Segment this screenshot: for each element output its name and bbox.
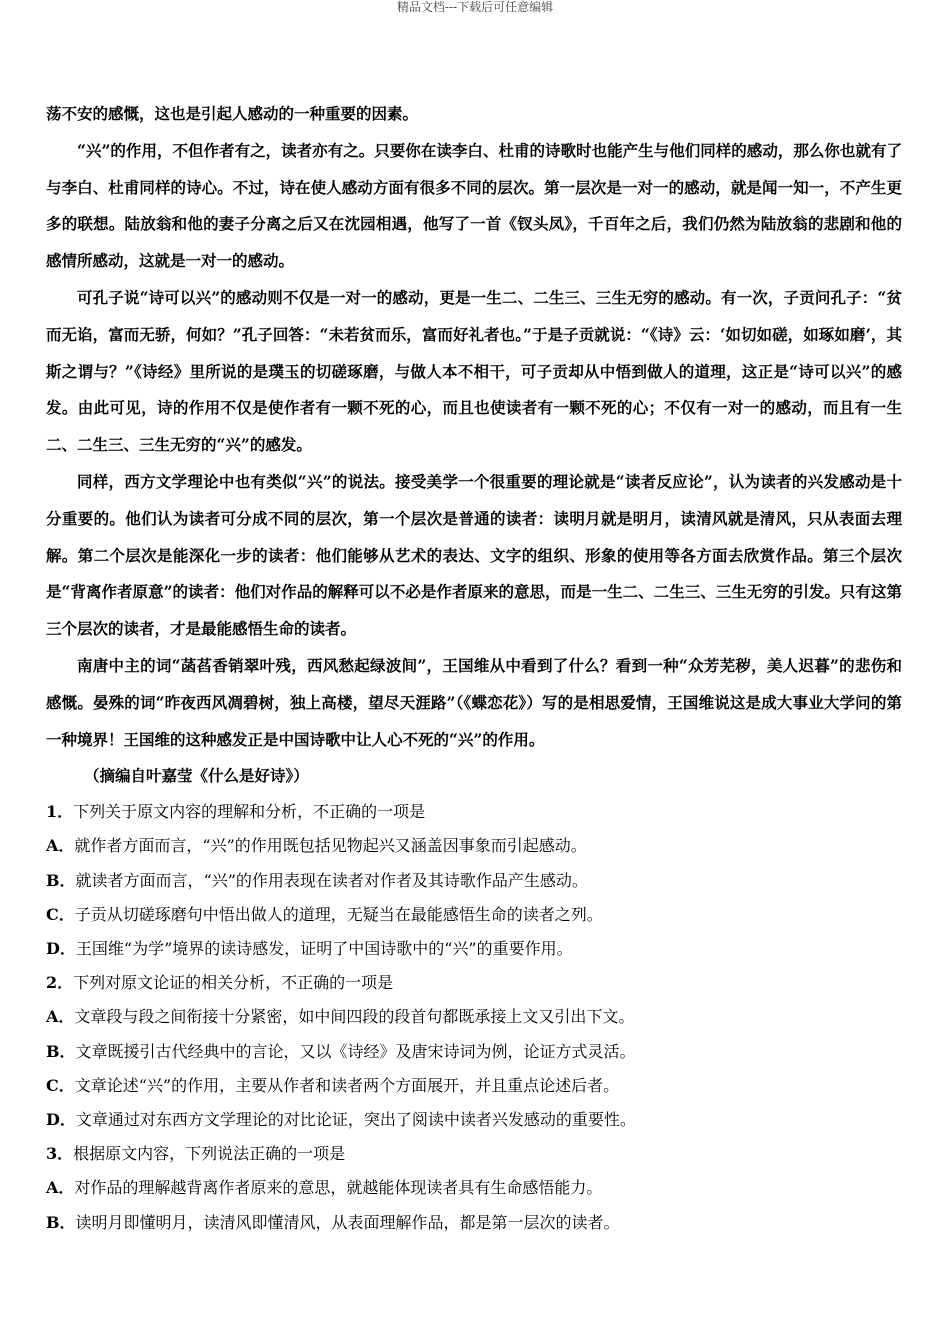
option-label: A． [46,1007,75,1027]
option-d [46,932,902,966]
option-label: C． [46,904,75,924]
option-a [46,1000,902,1034]
option-b [46,864,902,898]
option-text: 读明月即懂明月，读清风即懂清风，从表面理解作品，都是第一层次的读者。 [75,1212,620,1232]
page-header: 精品文档---下载后可任意编辑 [396,0,554,14]
question-stem [46,1137,902,1171]
question-3 [46,1137,902,1240]
option-text: 文章既援引古代经典中的言论，又以《诗经》及唐宋诗词为例，论证方式灵活。 [75,1041,636,1061]
option-text: 对作品的理解越背离作者原来的意思，就越能体现读者具有生命感悟能力。 [74,1178,603,1198]
question-stem [46,795,902,829]
option-label: B． [46,1212,76,1232]
option-text: 子贡从切磋琢磨句中悟出做人的道理，无疑当在最能感悟生命的读者之列。 [74,904,603,924]
question-number: 1． [46,802,74,822]
question-list [46,795,902,1240]
option-b [46,1206,902,1240]
option-text: 就读者方面而言，“兴”的作用表现在读者对作者及其诗歌作品产生感动。 [75,870,588,890]
question-number: 3． [46,1144,74,1164]
reading-passage [46,96,902,795]
question-stem [46,966,902,1000]
option-text: 文章通过对东西方文学理论的对比论证，突出了阅读中读者兴发感动的重要性。 [75,1109,636,1129]
option-label: D． [46,1109,76,1129]
question-text: 下列对原文论证的相关分析，不正确的一项是 [73,973,394,993]
option-text: 就作者方面而言，“兴”的作用既包括见物起兴又涵盖因事象而引起感动。 [74,836,587,856]
option-label: A． [46,1178,75,1198]
question-1 [46,795,902,966]
option-b [46,1035,902,1069]
passage-paragraph: 南唐中主的词“菡萏香销翠叶残，西风愁起绿波间”，王国维从中看到了什么？看到一种“众芳芜秽，美人迟暮”的悲伤和感慨。晏殊的词“昨夜西风凋碧树，独上高楼，望尽天涯路”（《蝶恋花》）写的是相思爱情，王国维说这是成大事业大学问的第一种境界！王国维的这种感发正是中国诗歌中让人心不死的“兴”的作用。 [46,655,902,749]
question-number: 2． [46,973,74,993]
passage-source: （摘编自叶嘉莹《什么是好诗》） [84,766,309,786]
option-a [46,829,902,863]
passage-paragraph: 同样，西方文学理论中也有类似“兴”的说法。接受美学一个很重要的理论就是“读者反应论”，认为读者的兴发感动是十分重要的。他们认为读者可分成不同的层次，第一个层次是普通的读者：读明月就是明月，读清风就是清风，只从表面去理解。第二个层次是能深化一步的读者：他们能够从艺术的表达、文字的组织、形象的使用等各方面去欣赏作品。第三个层次是“背离作者原意”的读者：他们对作品的解释可以不必是作者原来的意思，而是一生二、二生三、三生无穷的引发。只有这第三个层次的读者，才是最能感悟生命的读者。 [46,471,902,639]
option-text: 文章段与段之间衔接十分紧密，如中间四段的段首句都既承接上文又引出下文。 [74,1007,635,1027]
option-d [46,1103,902,1137]
option-label: A． [46,836,75,856]
question-text: 下列关于原文内容的理解和分析，不正确的一项是 [73,802,426,822]
document-body [46,96,902,1240]
question-2 [46,966,902,1137]
option-text: 王国维“为学”境界的读诗感发，证明了中国诗歌中的“兴”的重要作用。 [75,938,573,958]
option-a [46,1171,902,1205]
option-label: C． [46,1075,75,1095]
option-label: B． [46,870,76,890]
question-text: 根据原文内容，下列说法正确的一项是 [73,1144,346,1164]
option-label: B． [46,1041,76,1061]
option-label: D． [46,938,76,958]
option-text: 文章论述“兴”的作用，主要从作者和读者两个方面展开，并且重点论述后者。 [74,1075,620,1095]
option-c [46,1069,902,1103]
passage-paragraph: 可孔子说“诗可以兴”的感动则不仅是一对一的感动，更是一生二、二生三、三生无穷的感动。有一次，子贡问孔子：“贫而无谄，富而无骄，何如？”孔子回答：“未若贫而乐，富而好礼者也。”于是子贡就说：“《诗》云：‘如切如磋，如琢如磨’，其斯之谓与？”《诗经》里所说的是璞玉的切磋琢磨，与做人本不相干，可子贡却从中悟到做人的道理，这正是“诗可以兴”的感发。由此可见，诗的作用不仅是使作者有一颗不死的心，而且也使读者有一颗不死的心；不仅有一对一的感动，而且有一生二、二生三、三生无穷的“兴”的感发。 [46,287,902,455]
option-c [46,898,902,932]
passage-paragraph: 荡不安的感慨，这也是引起人感动的一种重要的因素。 [46,104,419,123]
passage-paragraph: “兴”的作用，不但作者有之，读者亦有之。只要你在读李白、杜甫的诗歌时也能产生与他们同样的感动，那么你也就有了与李白、杜甫同样的诗心。不过，诗在使人感动方面有很多不同的层次。第一层次是一对一的感动，就是闻一知一，不产生更多的联想。陆放翁和他的妻子分离之后又在沈园相遇，他写了一首《钗头凤》，千百年之后，我们仍然为陆放翁的悲剧和他的感情所感动，这就是一对一的感动。 [46,140,902,271]
